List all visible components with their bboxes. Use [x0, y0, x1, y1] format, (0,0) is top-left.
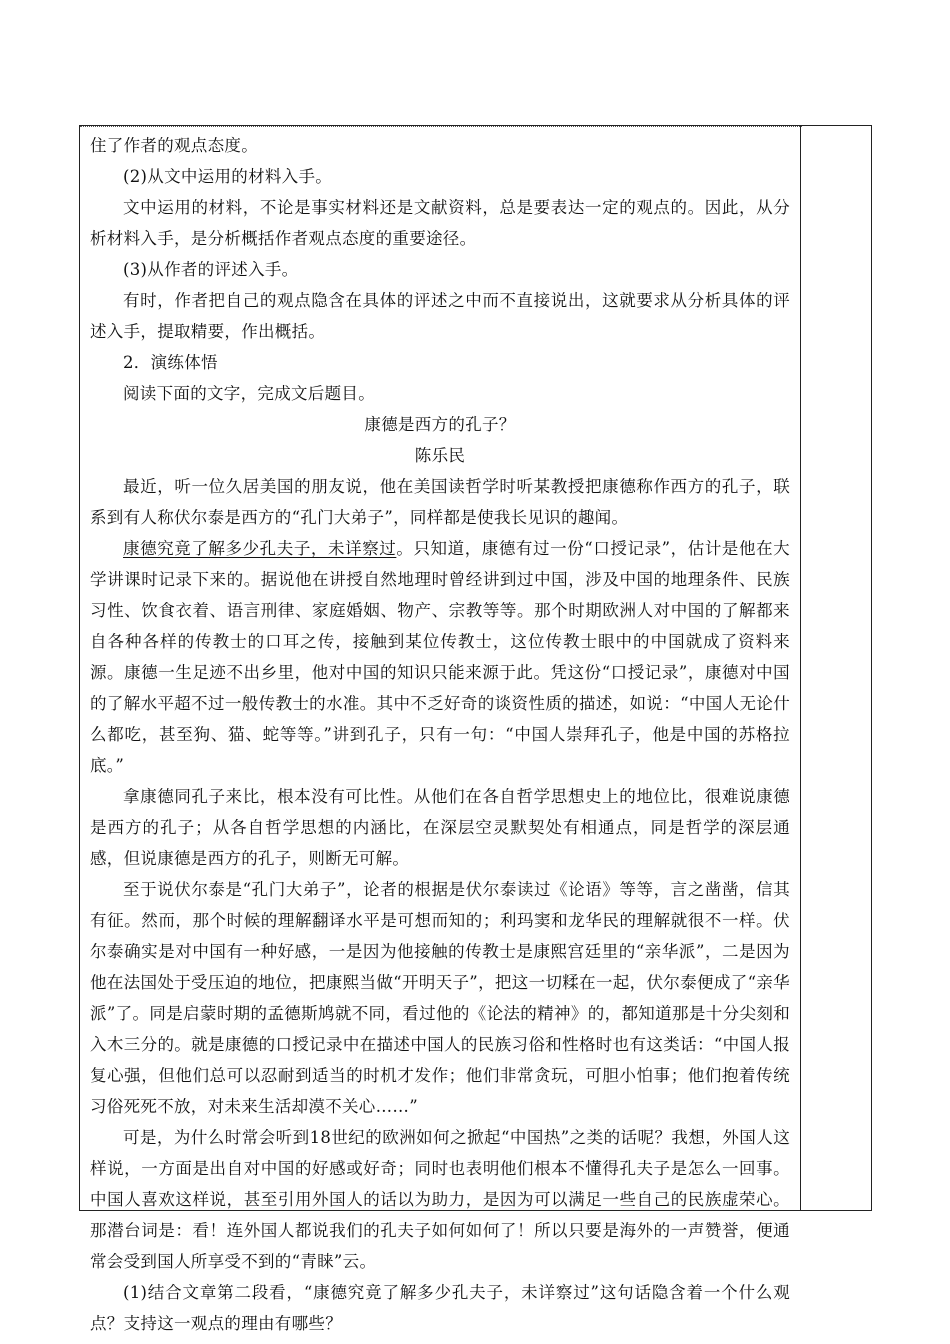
main-content-cell	[90, 130, 790, 1339]
article-paragraph-1: 最近，听一位久居美国的朋友说，他在美国读哲学时听某教授把康德称作西方的孔子，联系到有人称伏尔泰是西方的“孔门大弟子”，同样都是使我长见识的趣闻。	[90, 477, 790, 527]
worksheet-table	[79, 125, 872, 1333]
top-dotted-border	[80, 126, 802, 127]
paragraph-continuation: 住了作者的观点态度。	[90, 136, 258, 155]
method-heading-3: (3)从作者的评述入手。	[123, 260, 299, 279]
method-heading-2: (2)从文中运用的材料入手。	[123, 167, 333, 186]
article-paragraph-3: 拿康德同孔子来比，根本没有可比性。从他们在各自哲学思想史上的地位比，很难说康德是西方的孔子；从各自哲学思想的内涵比，在深层空灵默契处有相通点，同是哲学的深层通感，但说康德是西方的孔子，则断无可解。	[90, 787, 790, 868]
article-title: 康德是西方的孔子？	[364, 415, 516, 434]
question-1: (1)结合文章第二段看，“康德究竟了解多少孔夫子，未详察过”这句话隐含着一个什么观点？支持这一观点的理由有哪些？	[90, 1283, 790, 1333]
article-paragraph-4: 至于说伏尔泰是“孔门大弟子”，论者的根据是伏尔泰读过《论语》等等，言之凿凿，信其有征。然而，那个时候的理解翻译水平是可想而知的；利玛窦和龙华民的理解就很不一样。伏尔泰确实是对中国有一种好感，一是因为他接触的传教士是康熙宫廷里的“亲华派”，二是因为他在法国处于受压迫的地位，把康熙当做“开明天子”，把这一切糅在一起，伏尔泰便成了“亲华派”了。同是启蒙时期的孟德斯鸠就不同，看过他的《论法的精神》的，都知道那是十分尖刻和入木三分的。就是康德的口授记录中在描述中国人的民族习俗和性格时也有这类话：“中国人报复心强，但他们总可以忍耐到适当的时机才发作；他们非常贪玩，可胆小怕事；他们抱着传统习俗死死不放，对未来生活却漠不关心……”	[90, 880, 790, 1116]
underlined-key-sentence: 康德究竟了解多少孔夫子，未详察过	[123, 539, 397, 558]
method-paragraph-2: 文中运用的材料，不论是事实材料还是文献资料，总是要表达一定的观点的。因此，从分析材料入手，是分析概括作者观点态度的重要途径。	[90, 198, 790, 248]
article-paragraph-5: 可是，为什么时常会听到18世纪的欧洲如何之掀起“中国热”之类的话呢？我想，外国人这样说，一方面是出自对中国的好感或好奇；同时也表明他们根本不懂得孔夫子是怎么一回事。中国人喜欢这样说，甚至引用外国人的话以为助力，是因为可以满足一些自己的民族虚荣心。那潜台词是：看！连外国人都说我们的孔夫子如何如何了！所以只要是海外的一声赞誉，便通常会受到国人所享受不到的“青睐”云。	[90, 1128, 790, 1271]
reading-instruction: 阅读下面的文字，完成文后题目。	[123, 384, 375, 403]
method-paragraph-3: 有时，作者把自己的观点隐含在具体的评述之中而不直接说出，这就要求从分析具体的评述入手，提取精要，作出概括。	[90, 291, 790, 341]
notes-column-divider	[800, 126, 801, 1210]
article-author: 陈乐民	[414, 446, 466, 465]
article-paragraph-2	[90, 533, 790, 781]
article-paragraph-2-rest: 。只知道，康德有过一份“口授记录”，估计是他在大学讲课时记录下来的。据说他在讲授自然地理时曾经讲到过中国，涉及中国的地理条件、民族习性、饮食衣着、语言刑律、家庭婚姻、物产、宗教等等。那个时期欧洲人对中国的了解都来自各种各样的传教士的口耳之传，接触到某位传教士，这位传教士眼中的中国就成了资料来源。康德一生足迹不出乡里，他对中国的知识只能来源于此。凭这份“口授记录”，康德对中国的了解水平超不过一般传教士的水准。其中不乏好奇的谈资性质的描述，如说：“中国人无论什么都吃，甚至狗、猫、蛇等等。”讲到孔子，只有一句：“中国人崇拜孔子，他是中国的苏格拉底。”	[90, 539, 790, 775]
section-heading-practice: 2．演练体悟	[123, 353, 218, 372]
